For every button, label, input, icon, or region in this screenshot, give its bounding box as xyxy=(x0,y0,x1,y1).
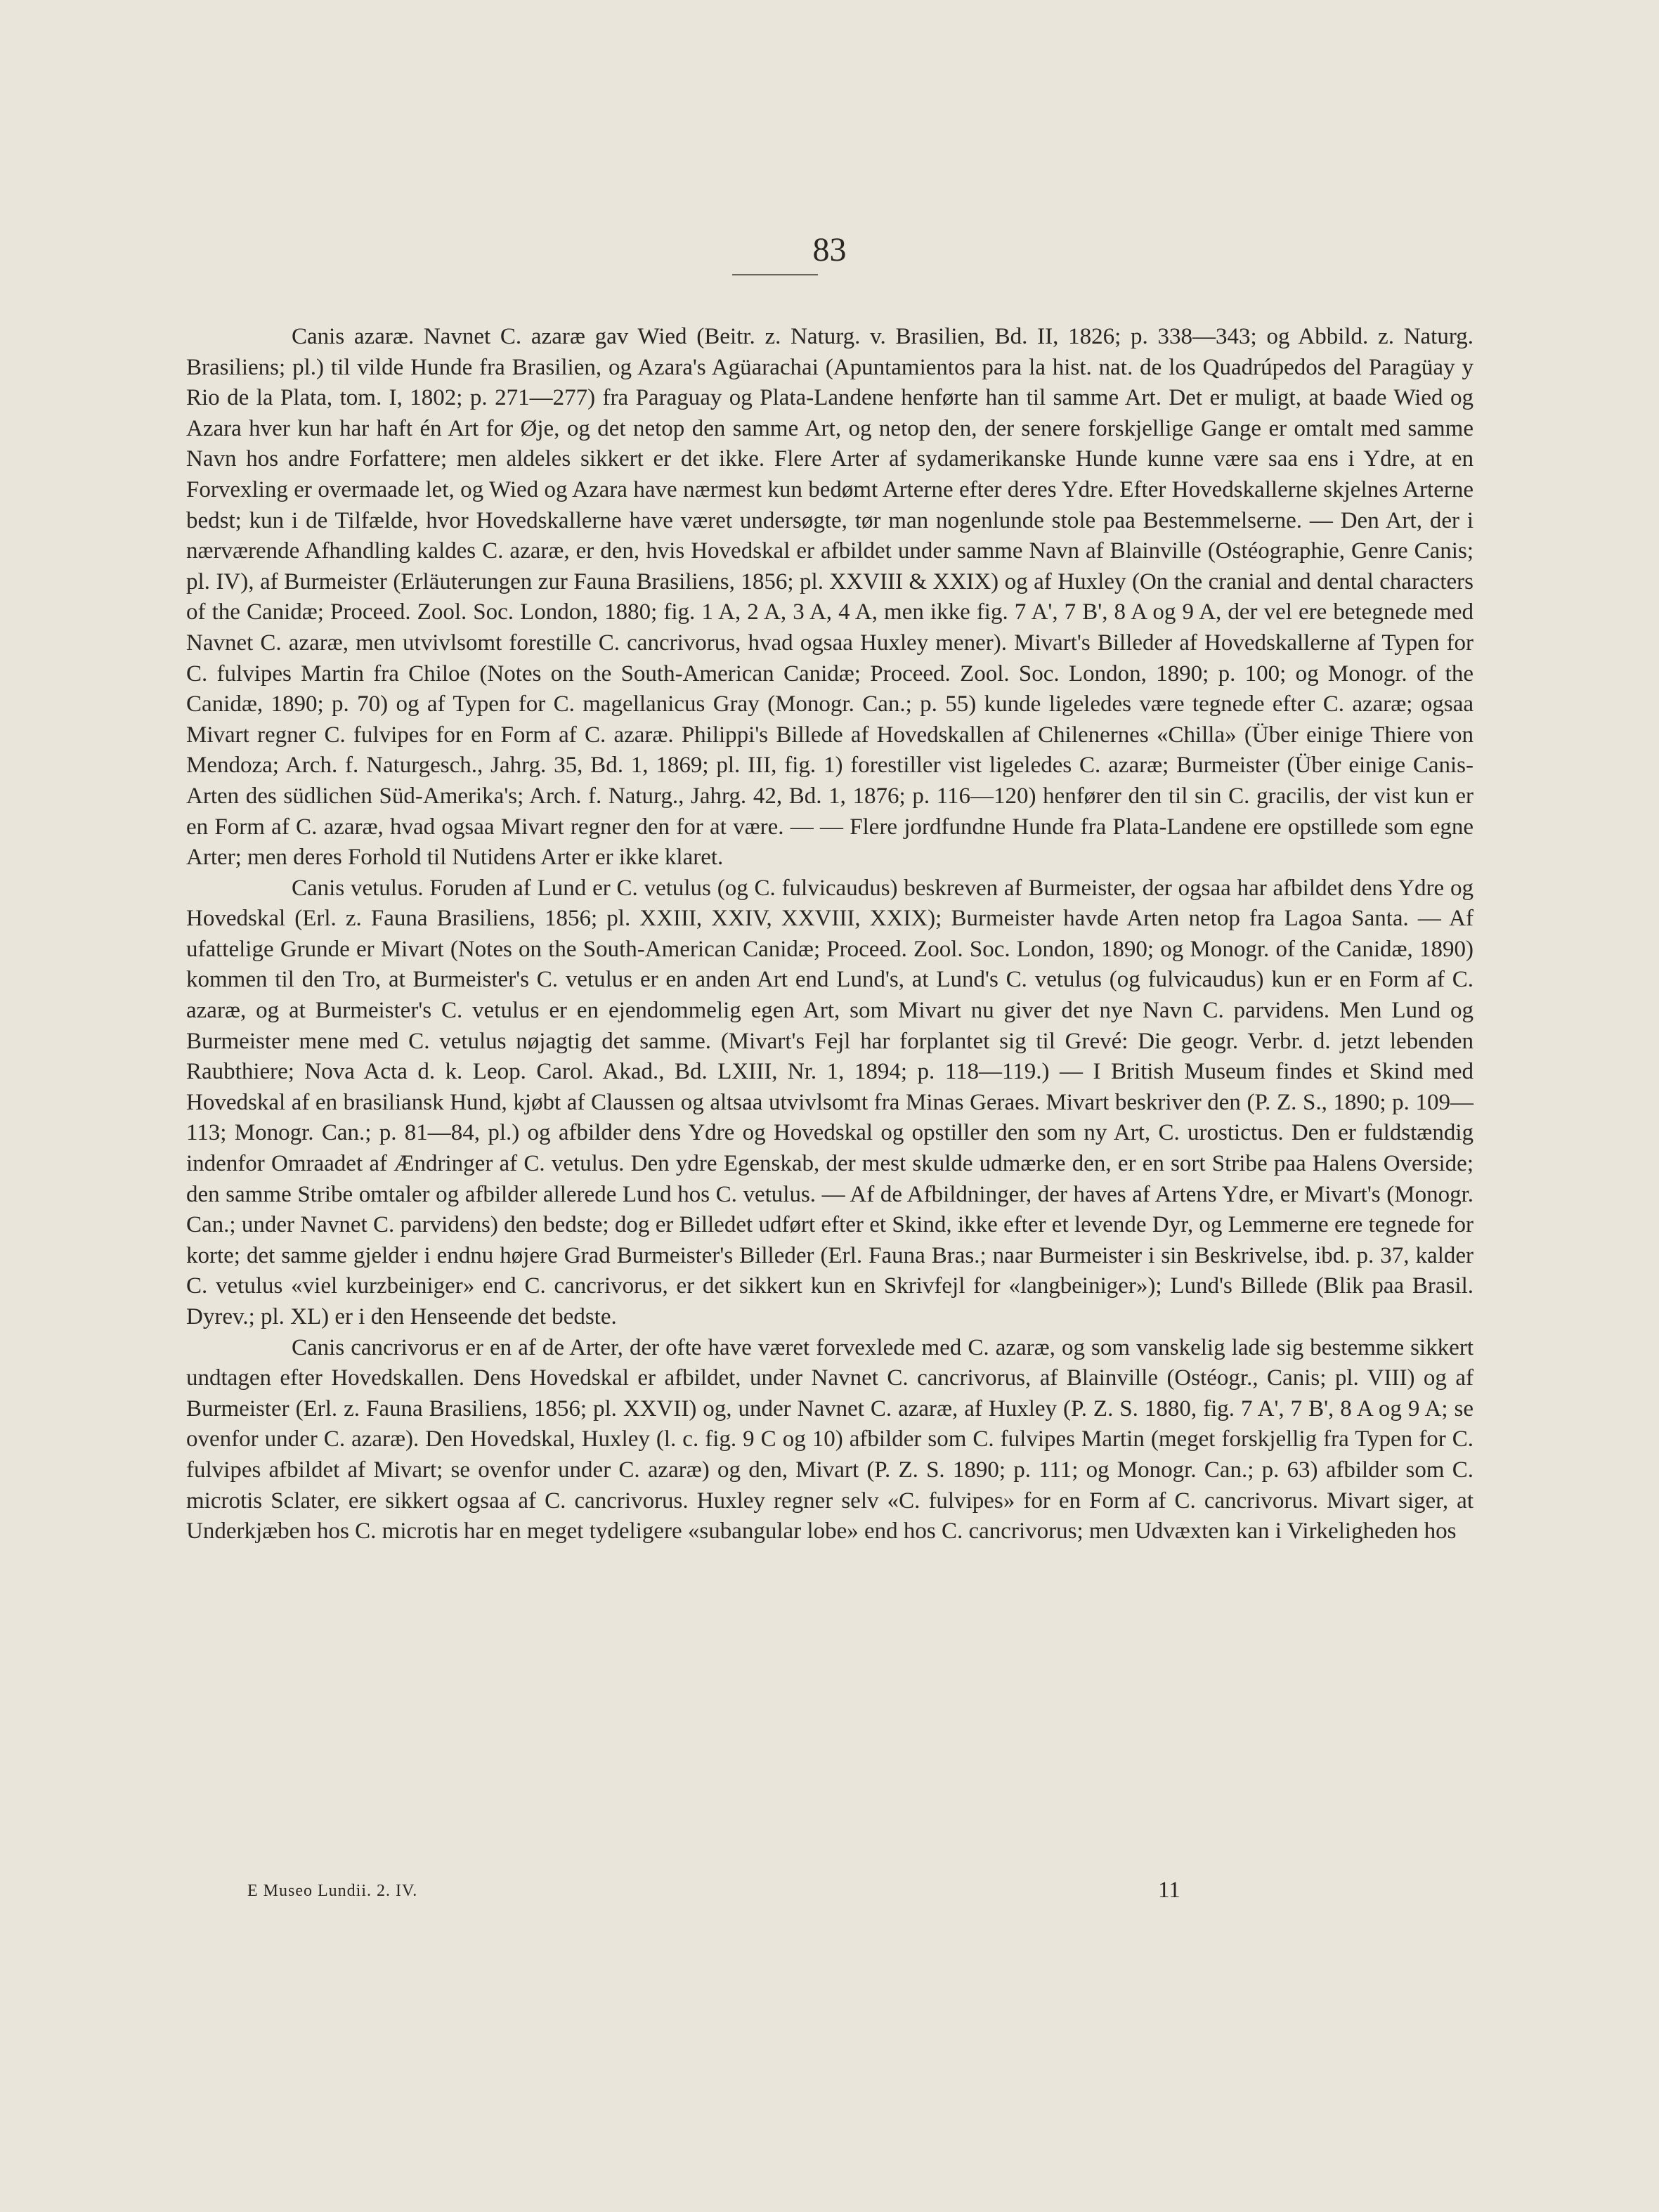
page-number-rule xyxy=(732,274,818,275)
paragraph-canis-cancrivorus: Canis cancrivorus er en af de Arter, der ofte have været forvexlede med C. azaræ, og som vanskelig lade sig bestemme sikkert undtagen efter Hovedskallen. Dens Hovedskal er afbildet, under Navnet C. cancrivorus, af Blainville (Ostéogr., Canis; pl. VIII) og af Burmeister (Erl. z. Fauna Brasiliens, 1856; pl. XXVII) og, under Navnet C. azaræ, af Huxley (P. Z. S. 1880, fig. 7 A', 7 B', 8 A og 9 A; se ovenfor under C. azaræ). Den Hovedskal, Huxley (l. c. fig. 9 C og 10) afbilder som C. fulvipes Martin (meget forskjellig fra Typen for C. fulvipes afbildet af Mivart; se ovenfor under C. azaræ) og den, Mivart (P. Z. S. 1890; p. 111; og Monogr. Can.; p. 63) afbilder som C. microtis Sclater, ere sikkert ogsaa af C. cancrivorus. Huxley regner selv «C. fulvipes» for en Form af C. cancrivorus. Mivart siger, at Underkjæben hos C. microtis har en meget tydeligere «subangular lobe» end hos C. cancrivorus; men Udvæxten kan i Virkeligheden hos xyxy=(186,1334,1473,1544)
signature-mark: 11 xyxy=(1158,1878,1180,1903)
paragraph-canis-vetulus: Canis vetulus. Foruden af Lund er C. vetulus (og C. fulvicaudus) beskreven af Burmeister, der ogsaa har afbildet dens Ydre og Hovedskal (Erl. z. Fauna Brasiliens, 1856; pl. XXIII, XXIV, XXVIII, XXIX); Burmeister havde Arten netop fra Lagoa Santa. — Af ufattelige Grunde er Mivart (Notes on the South-American Canidæ; Proceed. Zool. Soc. London, 1890; og Monogr. of the Canidæ, 1890) kommen til den Tro, at Burmeister's C. vetulus er en anden Art end Lund's, at Lund's C. vetulus (og fulvicaudus) kun er en Form af C. azaræ, og at Burmeister's C. vetulus er en ejendommelig egen Art, som Mivart nu giver det nye Navn C. parvidens. Men Lund og Burmeister mene med C. vetulus nøjagtig det samme. (Mivart's Fejl har forplantet sig til Grevé: Die geogr. Verbr. d. jetzt lebenden Raubthiere; Nova Acta d. k. Leop. Carol. Akad., Bd. LXIII, Nr. 1, 1894; p. 118—119.) — I British Museum findes et Skind med Hovedskal af en brasiliansk Hund, kjøbt af Claussen og altsaa utvivlsomt fra Minas Geraes. Mivart beskriver den (P. Z. S., 1890; p. 109—113; Monogr. Can.; p. 81—84, pl.) og afbilder dens Ydre og Hovedskal og opstiller den som ny Art, C. urostictus. Den er fuldstændig indenfor Omraadet af Ændringer af C. vetulus. Den ydre Egenskab, der mest skulde udmærke den, er en sort Stribe paa Halens Overside; den samme Stribe omtaler og afbilder allerede Lund hos C. vetulus. — Af de Afbildninger, der haves af Artens Ydre, er Mivart's (Monogr. Can.; under Navnet C. parvidens) den bedste; dog er Billedet udført efter et Skind, ikke efter et levende Dyr, og Lemmerne ere tegnede for korte; det samme gjelder i endnu højere Grad Burmeister's Billeder (Erl. Fauna Bras.; naar Burmeister i sin Beskrivelse, ibd. p. 37, kalder C. vetulus «viel kurzbeiniger» end C. cancrivorus, er det sikkert kun en Skrivfejl for «langbeiniger»); Lund's Billede (Blik paa Brasil. Dyrev.; pl. XL) er i den Henseende det bedste. xyxy=(186,875,1473,1329)
page-number: 83 xyxy=(812,231,847,268)
body-text xyxy=(186,322,1473,1547)
paragraph-canis-azarae: Canis azaræ. Navnet C. azaræ gav Wied (Beitr. z. Naturg. v. Brasilien, Bd. II, 1826; p. 338—343; og Abbild. z. Naturg. Brasiliens; pl.) til vilde Hunde fra Brasilien, og Azara's Agüarachai (Apuntamientos para la hist. nat. de los Quadrúpedos del Paragüay y Rio de la Plata, tom. I, 1802; p. 271—277) fra Paraguay og Plata-Landene henførte han til samme Art. Det er muligt, at baade Wied og Azara hver kun har haft én Art for Øje, og det netop den samme Art, og netop den, der senere forskjellige Gange er omtalt med samme Navn hos andre Forfattere; men aldeles sikkert er det ikke. Flere Arter af sydamerikanske Hunde kunne være saa ens i Ydre, at en Forvexling er overmaade let, og Wied og Azara have nærmest kun bedømt Arterne efter deres Ydre. Efter Hovedskallerne skjelnes Arterne bedst; kun i de Tilfælde, hvor Hovedskallerne have været undersøgte, tør man nogenlunde stole paa Bestemmelserne. — Den Art, der i nærværende Afhandling kaldes C. azaræ, er den, hvis Hovedskal er afbildet under samme Navn af Blainville (Ostéographie, Genre Canis; pl. IV), af Burmeister (Erläuterungen zur Fauna Brasiliens, 1856; pl. XXVIII & XXIX) og af Huxley (On the cranial and dental characters of the Canidæ; Proceed. Zool. Soc. London, 1880; fig. 1 A, 2 A, 3 A, 4 A, men ikke fig. 7 A', 7 B', 8 A og 9 A, der vel ere betegnede med Navnet C. azaræ, men utvivlsomt forestille C. cancrivorus, hvad ogsaa Huxley mener). Mivart's Billeder af Hovedskallerne af Typen for C. fulvipes Martin fra Chiloe (Notes on the South-American Canidæ; Proceed. Zool. Soc. London, 1890; p. 100; og Monogr. of the Canidæ, 1890; p. 70) og af Typen for C. magellanicus Gray (Monogr. Can.; p. 55) kunde ligeledes være tegnede efter C. azaræ; ogsaa Mivart regner C. fulvipes for en Form af C. azaræ. Philippi's Billede af Hovedskallen af Chilenernes «Chilla» (Über einige Thiere von Mendoza; Arch. f. Naturgesch., Jahrg. 35, Bd. 1, 1869; pl. III, fig. 1) forestiller vist ligeledes C. azaræ; Burmeister (Über einige Canis-Arten des südlichen Süd-Amerika's; Arch. f. Naturg., Jahrg. 42, Bd. 1, 1876; p. 116—120) henfører den til sin C. gracilis, der vist kun er en Form af C. azaræ, hvad ogsaa Mivart regner den for at være. — — Flere jordfundne Hunde fra Plata-Landene ere opstillede som egne Arter; men deres Forhold til Nutidens Arter er ikke klaret. xyxy=(186,324,1473,871)
footer-note: E Museo Lundii. 2. IV. xyxy=(247,1882,418,1900)
